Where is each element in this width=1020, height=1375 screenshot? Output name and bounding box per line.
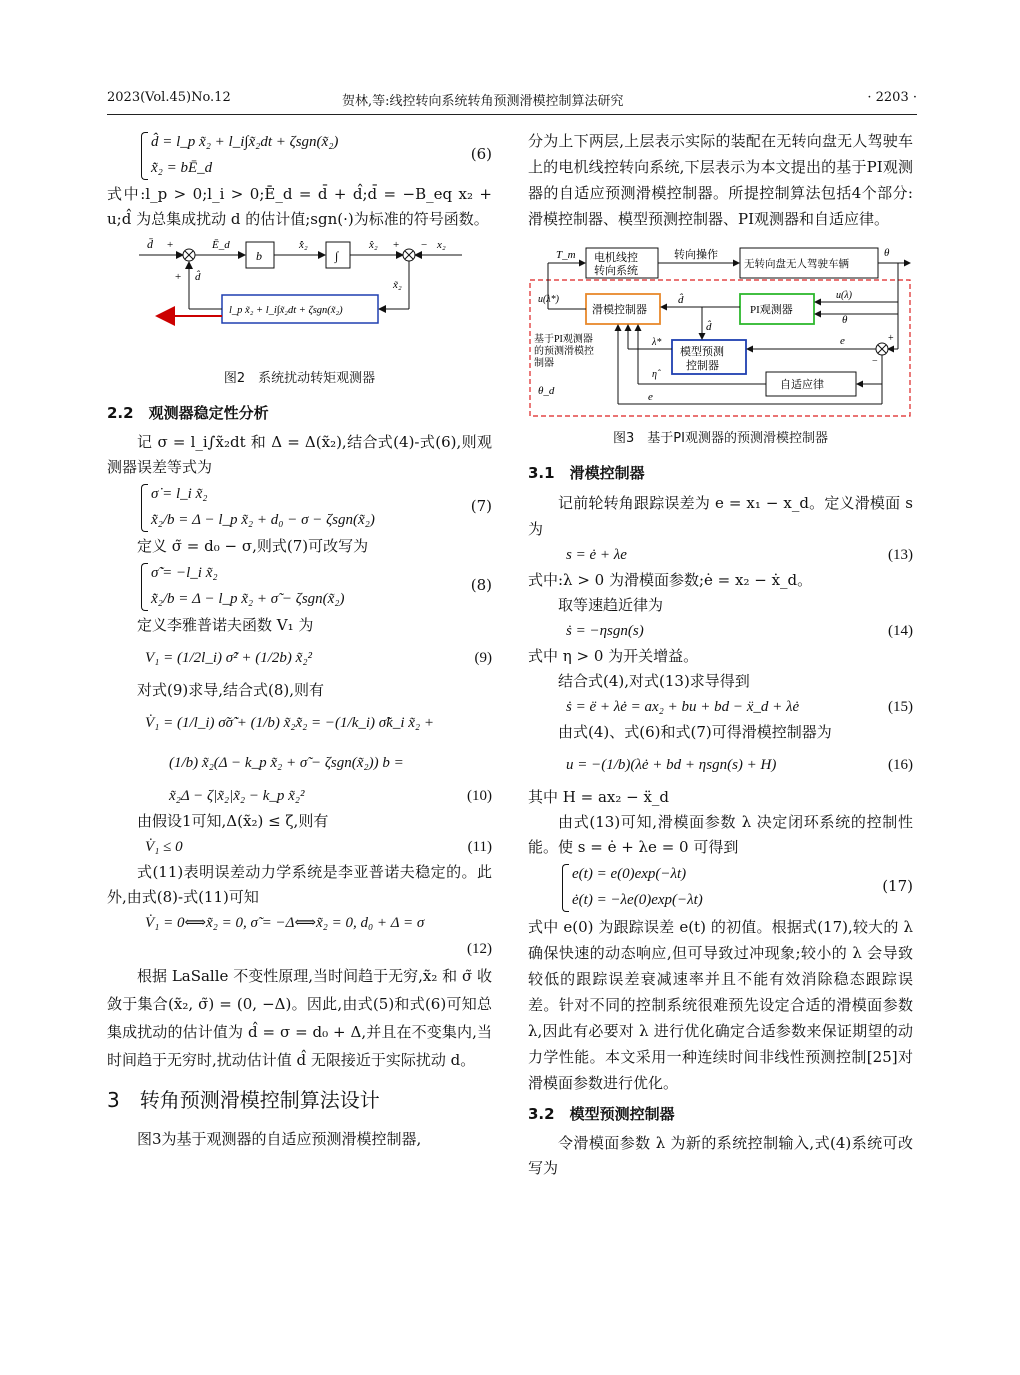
paragraph: 式中 η > 0 为开关增益。 — [528, 647, 699, 665]
motor-label-2: 转向系统 — [594, 265, 638, 277]
dhat-label-2: d̂ — [706, 321, 712, 333]
equation-12-number: (12) — [467, 941, 492, 957]
u-lambda-label: u(λ) — [836, 290, 852, 301]
paragraph: 记 σ = l_i∫x̃₂dt 和 Δ = Δ(x̃₂),结合式(4)-式(6),则观测器误差等式为 — [107, 433, 492, 476]
smc-block-label: 滑模控制器 — [592, 304, 647, 316]
minus-sign: − — [872, 356, 878, 367]
equation-10-line1: V̇₁ = (1/l_i) σ̃σ̃̇ + (1/b) x̃₂x̃̇₂ = −(1/k_i) σ̃k_i x̃₂ + — [145, 715, 435, 731]
predictive-smc-block-diagram — [528, 244, 913, 422]
theta-label: θ — [884, 247, 890, 259]
e-label-2: e — [648, 391, 653, 403]
page-number: · 2203 · — [867, 90, 917, 105]
x2hat-label: x̂₂ — [369, 239, 378, 251]
running-header — [107, 90, 917, 115]
e-label: e — [840, 335, 845, 347]
x2-tilde-label: x̃₂ — [393, 279, 402, 291]
minus-sign: − — [421, 239, 428, 251]
motor-label: 电机线控 — [594, 252, 638, 264]
paragraph: 由式(4)、式(6)和式(7)可得滑模控制器为 — [558, 723, 832, 741]
b-gain-label: b — [256, 249, 262, 263]
left-column — [107, 128, 492, 1152]
plus-sign: + — [175, 271, 182, 283]
plus-sign: + — [888, 333, 894, 344]
equation-10-line2: (1/b) x̃₂(Δ − k_p x̃₂ + σ̃ − ζsgn(x̃₂)) b = — [169, 755, 404, 771]
steer-label: 转向操作 — [674, 249, 718, 261]
paragraph: 定义李雅普诺夫函数 V₁ 为 — [137, 616, 314, 634]
equation-13: s = ė + λe (13) — [566, 547, 913, 563]
paragraph: 其中 H = ax₂ − ẍ_d — [528, 788, 670, 806]
figure-2-caption: 图2 系统扰动转矩观测器 — [223, 371, 376, 386]
d-bar-label: d̄ — [147, 237, 153, 251]
paragraph: 式中 e(0) 为跟踪误差 e(t) 的初值。根据式(17),较大的 λ 确保快速的动态响应,但可导致过冲现象;较小的 λ 会导致较低的跟踪误差衰减速率并且不能有效消除稳态跟踪误差。针对不同的控制系统很难预先设定合适的滑模面参数 λ,因此有必要对 λ 进行优化确定合适参数来保证期望的动力学性能。本文采用一种连续时间非线性预测控制[25]对滑模面参数进行优化。 — [528, 918, 913, 1092]
integrator-label: ∫ — [335, 249, 339, 263]
paragraph: 式中:λ > 0 为滑模面参数;ė = x₂ − ẋ_d。 — [528, 571, 813, 589]
paragraph: 根据 LaSalle 不变性原理,当时间趋于无穷,x̃₂ 和 σ̃ 收敛于集合(x̃₂, σ̃) = (0, −Δ)。因此,由式(5)和式(6)可知总集成扰动的估计值为 d̂ = σ = d₀ + Δ,并且在不变集内,当时间趋于无穷时,扰动估计值 d̂ 无限接近于实际扰动 d。 — [107, 967, 492, 1069]
equation-6: d̂ = l_p x̃₂ + l_i∫x̃₂dt + ζsgn(x̃₂) x̃̇₂ = bĒ_d (6) — [107, 128, 492, 182]
paragraph: 结合式(4),对式(13)求导得到 — [558, 672, 750, 690]
paragraph: 分为上下两层,上层表示实际的装配在无转向盘无人驾驶车上的电机线控转向系统,下层表示为本文提出的基于PI观测器的自适应预测滑模控制器。所提控制算法包括4个部分:滑模控制器、模型预测控制器、PI观测器和自适应律。 — [528, 132, 913, 228]
equation-8: σ̃̇ = −l_i x̃₂ x̃̇₂/b = Δ − l_p x̃₂ + σ̃ − ζsgn(x̃₂) (8) — [107, 559, 492, 613]
section-3-1-heading: 3.1 滑模控制器 — [528, 464, 645, 482]
disturbance-observer-diagram — [107, 232, 492, 362]
plus-sign: + — [167, 239, 174, 251]
plus-sign: + — [393, 239, 400, 251]
section-3-heading: 3 转角预测滑模控制算法设计 — [107, 1088, 380, 1112]
dhat-label: d̂ — [678, 294, 684, 306]
x2dot-label: x̂̇₂ — [299, 239, 308, 251]
tm-label: T_m — [556, 249, 576, 261]
paragraph: 图3为基于观测器的自适应预测滑模控制器, — [137, 1130, 422, 1148]
section-2-2-heading: 2.2 观测器稳定性分析 — [107, 404, 269, 422]
figure-3 — [528, 244, 913, 422]
d-hat-label: d̂ — [195, 271, 201, 283]
paragraph: 对式(9)求导,结合式(8),则有 — [137, 681, 325, 699]
running-title: 贺林,等:线控转向系统转角预测滑模控制算法研究 — [342, 94, 624, 109]
mpc-label-2: 控制器 — [686, 360, 719, 372]
figure-2 — [107, 232, 492, 362]
lambda-star-label: λ* — [652, 337, 662, 348]
paragraph: 式(11)表明误差动力学系统是李亚普诺夫稳定的。此外,由式(8)-式(11)可知 — [107, 863, 492, 906]
equation-9: V₁ = (1/2l_i) σ̃² + (1/2b) x̃₂² (9) — [145, 650, 492, 666]
group-label-2: 的预测滑模控 — [534, 346, 594, 357]
adaptive-law-label: 自适应律 — [780, 379, 824, 391]
equation-7: σ̇ = l_i x̃₂ x̃̇₂/b = Δ − l_p x̃₂ + d₀ − σ − ζsgn(x̃₂) (7) — [107, 480, 492, 534]
theta-label-2: θ — [842, 314, 848, 326]
paragraph: 取等速趋近律为 — [558, 596, 664, 614]
journal-issue: 2023(Vol.45)No.12 — [107, 90, 231, 105]
equation-12: V̇₁ = 0⟺x̃₂ = 0, σ̃ = −Δ⟺x̃₂ = 0, d₀ + Δ = σ — [145, 915, 425, 931]
section-3-2-heading: 3.2 模型预测控制器 — [528, 1105, 675, 1123]
equation-14: ṡ = −ηsgn(s) (14) — [566, 623, 913, 639]
paragraph: 记前轮转角跟踪误差为 e = x₁ − x_d。定义滑模面 s 为 — [528, 494, 913, 538]
right-column — [528, 128, 913, 1181]
equation-15: ṡ = ë + λė = ax₂ + bu + bd − ẍ_d + λė (15) — [566, 699, 913, 715]
pi-observer-label: PI观测器 — [750, 304, 793, 316]
paragraph: 定义 σ̃ = d₀ − σ,则式(7)可改写为 — [137, 537, 369, 555]
feedback-law-label: l_p x̃₂ + l_i∫x̃₂dt + ζsgn(x̃₂) — [229, 305, 343, 316]
equation-11: V̇₁ ≤ 0 (11) — [145, 839, 492, 855]
paragraph: 式中:l_p > 0;l_i > 0;Ē_d = d̄ + d̂;d̄ = −B_eq x₂ + u;d̂ 为总集成扰动 d 的估计值;sgn(·)为标准的符号函数。 — [107, 185, 492, 228]
equation-17: e(t) = e(0)exp(−λt) ė(t) = −λe(0)exp(−λt) (17) — [528, 860, 913, 914]
vehicle-label: 无转向盘无人驾驶车辆 — [744, 259, 849, 270]
figure-3-caption: 图3 基于PI观测器的预测滑模控制器 — [613, 431, 828, 446]
paragraph: 令滑模面参数 λ 为新的系统控制输入,式(4)系统可改写为 — [528, 1134, 913, 1177]
eta-hat-label: η̂ — [652, 369, 657, 380]
e-bar-label: Ē_d — [212, 239, 230, 251]
equation-16: u = −(1/b)(λė + bd + ηsgn(s) + H) (16) — [566, 757, 913, 773]
equation-10-line3: x̃₂Δ − ζ|x̃₂|x̃₂ − k_p x̃₂² (10) — [169, 788, 492, 804]
paragraph: 由假设1可知,Δ(x̃₂) ≤ ζ,则有 — [137, 812, 329, 830]
u-lambda-star-label: u(λ*) — [538, 294, 559, 305]
theta-d-label: θ_d — [538, 385, 555, 397]
paragraph: 由式(13)可知,滑模面参数 λ 决定闭环系统的控制性能。使 s = ė + λe = 0 可得到 — [528, 813, 913, 856]
group-label-1: 基于PI观测器 — [534, 334, 593, 345]
group-label-3: 制器 — [534, 358, 554, 369]
x2-label: x₂ — [437, 239, 446, 251]
mpc-label-1: 模型预测 — [680, 346, 724, 358]
